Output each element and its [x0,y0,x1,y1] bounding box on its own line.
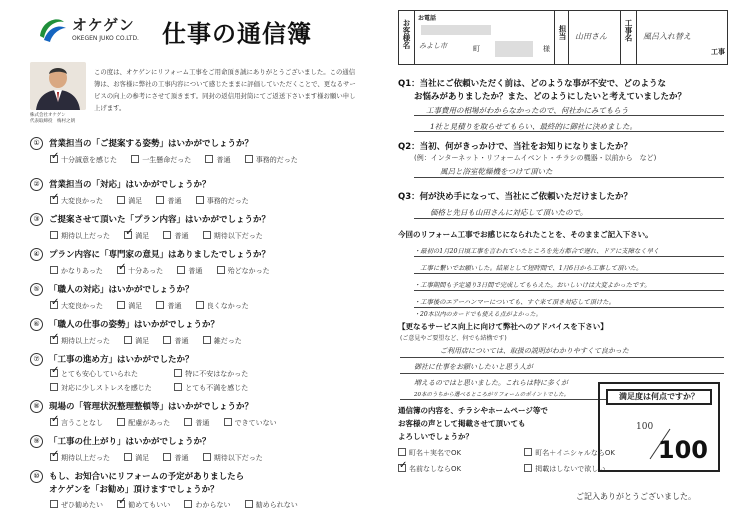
q3-answer: 価格と先日も山田さんに対応して頂いたので。 [430,208,588,217]
checkbox[interactable] [50,266,58,274]
checkbox-checked[interactable] [50,196,58,204]
checkbox[interactable] [124,336,132,344]
checkbox[interactable] [203,231,211,239]
question-9: ⑨ 「工事の仕上がり」はいかがでしょうか？ [30,435,211,448]
president-photo [30,62,86,110]
question-10: ⑩ もし、お知合いにリフォームの予定がありましたら [30,470,244,483]
question-8: ⑧ 現場の「管理状況整理整頓等」はいかがでしょうか？ [30,400,253,413]
option[interactable]: 特に不安はなかった [174,369,248,379]
advice-1: ご利用店については、取扱の説明がわかりやすくて良かった [440,347,629,355]
option[interactable]: ✓とても安心していられた [50,369,160,379]
staff-value-cell: 山田さん [569,11,621,64]
answer-line [414,131,724,132]
satisfaction-score: 100 [657,436,708,464]
question-7-options-row2 [50,383,260,393]
checkbox[interactable] [196,301,204,309]
this-time-title: 今回のリフォーム工事でお感じになられたことを、そのままご記入下さい。 [398,230,653,239]
advice-4: 20本のうちから選べるところがリフォームのポイントでした。 [414,392,570,398]
checkbox-checked[interactable] [50,418,58,426]
option[interactable]: ✓言うことなし [50,418,103,428]
option[interactable]: 期待以下だった [203,453,263,463]
question-8-options [50,418,289,428]
option[interactable]: わからない [184,500,230,510]
advice-3: 増えるのではと思いました。これらは特に多くが [414,379,568,387]
redacted-name [495,41,533,57]
checkbox[interactable] [184,500,192,508]
q1-title: Q1：当社にご依頼いただく前は、どのような事が不安で、どのような [398,79,666,89]
option[interactable]: ✓名前なしならOK [398,464,510,474]
question-5: ⑤ 「職人の対応」はいかがでしょうか？ [30,283,194,296]
checkbox[interactable] [524,464,532,472]
q1-title-line2: お悩みがありましたか？また、どのようにしたいと考えていましたか？ [414,92,687,102]
checkbox[interactable] [50,231,58,239]
publish-question-line2: お客様の声として掲載させて頂いても [398,419,526,428]
option[interactable]: 一生懸命だった [131,155,191,165]
checkbox[interactable] [117,418,125,426]
question-2: ② 営業担当の「対応」はいかがでしょうか？ [30,178,211,191]
checkbox[interactable] [177,266,185,274]
checkbox[interactable] [245,155,253,163]
question-4: ④ プラン内容に「専門家の意見」はありましたでしょうか？ [30,248,270,261]
q3-title: Q3：何が決め手になって、当社にご依頼いただけましたか？ [398,192,632,202]
checkbox[interactable] [184,418,192,426]
customer-label-cell: お客様名 [399,11,415,64]
q2-subtext: (例：インターネット・リフォームイベント・チラシの機器・以前から など) [414,154,657,162]
checkbox[interactable] [398,448,406,456]
checkbox[interactable] [196,196,204,204]
checkbox[interactable] [50,383,58,391]
question-6-options [50,336,254,346]
answer-line [414,115,724,116]
option[interactable]: 事務的だった [196,196,249,206]
option[interactable]: ✓大変良かった [50,301,103,311]
logo-text: オケゲン [72,16,135,34]
checkbox[interactable] [524,448,532,456]
option[interactable]: 普通 [205,155,230,165]
answer-3: ・工事期間も予定通り3日間で完成してもらえた。おいしいけは大変よかったです。 [414,282,651,289]
checkbox[interactable] [245,500,253,508]
checkbox-checked[interactable] [124,231,132,239]
question-10-options [50,500,310,510]
option[interactable]: 満足 [124,453,149,463]
advice-title: 【更なるサービス向上に向けて弊社へのアドバイスを下さい】 [398,322,608,331]
answer-2: 工事に繋いでお願いした。結果として短時間で、1月6日から工事して頂いた。 [414,265,643,272]
photo-caption-company: 株式会社オケゲン [30,113,66,118]
q1-answer-line1: 工事費用の相場がわからなかったので、何社かにみてもらう [426,106,629,115]
question-10-line2: オケゲンを「お勧め」頂けますでしょうか？ [49,485,219,495]
q2-title: Q2：当初、何がきっかけで、当社をお知りになりましたか？ [398,142,632,152]
checkbox[interactable] [205,155,213,163]
checkbox-checked[interactable] [398,464,406,472]
question-4-options [50,266,282,276]
advice-2: 御社に仕事をお願いしたいと思う人が [414,363,533,371]
option[interactable]: 事務的だった [245,155,298,165]
checkbox[interactable] [203,336,211,344]
checkbox[interactable] [174,369,182,377]
answer-line [414,307,724,308]
option[interactable]: ✓ 満足 [124,231,149,241]
checkbox[interactable] [174,383,182,391]
option[interactable]: ✓大変良かった [50,196,103,206]
option[interactable]: ✓ 勧めてもいい [117,500,170,510]
advice-subtext: (ご意見やご要望など、何でも結構です) [400,335,507,342]
checkbox[interactable] [224,418,232,426]
checkbox[interactable] [124,453,132,461]
q1-answer-line2: 1社と見積りを取らせてもらい、最終的に御社に決めました。 [430,122,638,131]
answer-line [400,399,628,400]
option[interactable]: ✓期待以上だった [50,336,110,346]
intro-text: この度は、オケゲンにリフォーム工事をご用命頂き誠にありがとうございました。この通信簿は、お客様に弊社の工事内容について感じたままに評価していただくことで、更なるサービスの向上の参考にさせて頂きます。同封の返信用封筒にてご返送下さいます様お願い申し上げます。 [94,68,356,112]
checkbox[interactable] [131,155,139,163]
okegen-logo-icon [36,14,68,44]
staff-label-cell: 担当 [555,11,569,64]
thanks-text: ご記入ありがとうございました。 [576,492,696,501]
publish-options-row2 [398,464,617,474]
answer-line [414,290,724,291]
photo-caption-name: 代表取締役 梅村之朗 [30,119,75,124]
logo-subtext: OKEGEN JUKO CO.LTD. [72,35,139,42]
satisfaction-handwritten: 100 [636,422,654,432]
option[interactable]: できていない [224,418,277,428]
checkbox[interactable] [163,336,171,344]
checkbox-checked[interactable] [117,266,125,274]
answer-5: ・20本以内のカードでも使える点がよかった。 [414,311,542,318]
publish-question-line1: 通信簿の内容を、チラシやホームページ等で [398,406,548,415]
question-1-options [50,155,310,165]
option[interactable]: 掲載はしないで欲しい [524,464,605,474]
option[interactable]: 普通 [184,418,209,428]
publish-options-row1 [398,448,627,458]
work-value-cell: 風呂入れ替え 工事 [643,32,725,56]
option[interactable]: 期待以下だった [203,231,263,241]
question-3: ③ ご提案させて頂いた「プラン内容」はいかがでしょうか？ [30,213,270,226]
satisfaction-title: 満足度は何点ですか？ [606,389,712,405]
option[interactable]: 対応に少しストレスを感じた [50,383,160,393]
question-2-options [50,196,261,206]
checkbox-checked[interactable] [50,336,58,344]
option[interactable]: 普通 [163,336,188,346]
checkbox-checked[interactable] [117,500,125,508]
option[interactable]: 町名＋実名でOK [398,448,510,458]
option[interactable]: ✓ 十分あった [117,266,163,276]
checkbox[interactable] [156,196,164,204]
checkbox[interactable] [217,266,225,274]
customer-info-table [398,10,728,65]
publish-question-line3: よろしいでしょうか？ [398,432,473,441]
option[interactable]: 勧められない [245,500,298,510]
checkbox[interactable] [117,196,125,204]
checkbox[interactable] [163,453,171,461]
option[interactable]: 町名＋イニシャルならOK [524,448,615,458]
option[interactable]: 配慮があった [117,418,170,428]
work-label-cell: 工事名 [621,11,637,64]
question-7: ⑦ 「工事の進め方」はいかがでしたか？ [30,353,194,366]
option[interactable]: ✓期待以上だった [50,453,110,463]
checkbox-checked[interactable] [50,301,58,309]
redacted-area [421,25,491,35]
option[interactable]: 雑だった [203,336,242,346]
option[interactable]: 期待以上だった [50,231,110,241]
option[interactable]: 満足 [117,301,142,311]
question-number: ① [30,137,43,150]
option[interactable]: ✓十分誠意を感じた [50,155,117,165]
option[interactable]: 普通 [163,231,188,241]
checkbox[interactable] [50,500,58,508]
option[interactable]: 普通 [177,266,202,276]
question-5-options [50,301,261,311]
customer-address-cell: お電話 みよし市 町 様 [415,11,555,64]
answer-line [414,273,724,274]
answer-line [400,357,724,358]
answer-line [400,373,724,374]
checkbox-checked[interactable] [50,453,58,461]
answer-line [414,177,724,178]
checkbox[interactable] [117,301,125,309]
checkbox[interactable] [163,231,171,239]
option[interactable]: 良くなかった [196,301,249,311]
question-9-options [50,453,275,463]
answer-line [414,256,724,257]
question-1: ① 営業担当の「ご提案する姿勢」はいかがでしょうか？ [30,137,253,150]
checkbox[interactable] [156,301,164,309]
page-title: 仕事の通信簿 [162,20,312,48]
option[interactable]: 殆どなかった [217,266,270,276]
question-3-options [50,231,275,241]
question-6: ⑥ 「職人の仕事の姿勢」はいかがでしょうか？ [30,318,219,331]
answer-line [414,218,724,219]
answer-4: ・工事後のエアーハンマーについても、すぐ来て頂き対応して頂けた。 [414,299,615,306]
option[interactable]: とても不満を感じた [174,383,248,393]
option[interactable]: 普通 [163,453,188,463]
option[interactable]: 満足 [124,336,149,346]
checkbox-checked[interactable] [50,369,58,377]
answer-1: ・最初の1月20日頃工事を言われていたところを先方都合で遅れ、ドアに支障なく早く [414,248,660,255]
option[interactable]: かなりあった [50,266,103,276]
option[interactable]: ぜひ勧めたい [50,500,103,510]
checkbox[interactable] [203,453,211,461]
option[interactable]: 満足 [117,196,142,206]
q2-answer: 風呂と浴室乾燥機をつけて頂いた [440,167,553,176]
option[interactable]: 普通 [156,301,181,311]
satisfaction-box [598,382,720,472]
option[interactable]: 普通 [156,196,181,206]
checkbox-checked[interactable] [50,155,58,163]
question-7-options [50,369,260,379]
